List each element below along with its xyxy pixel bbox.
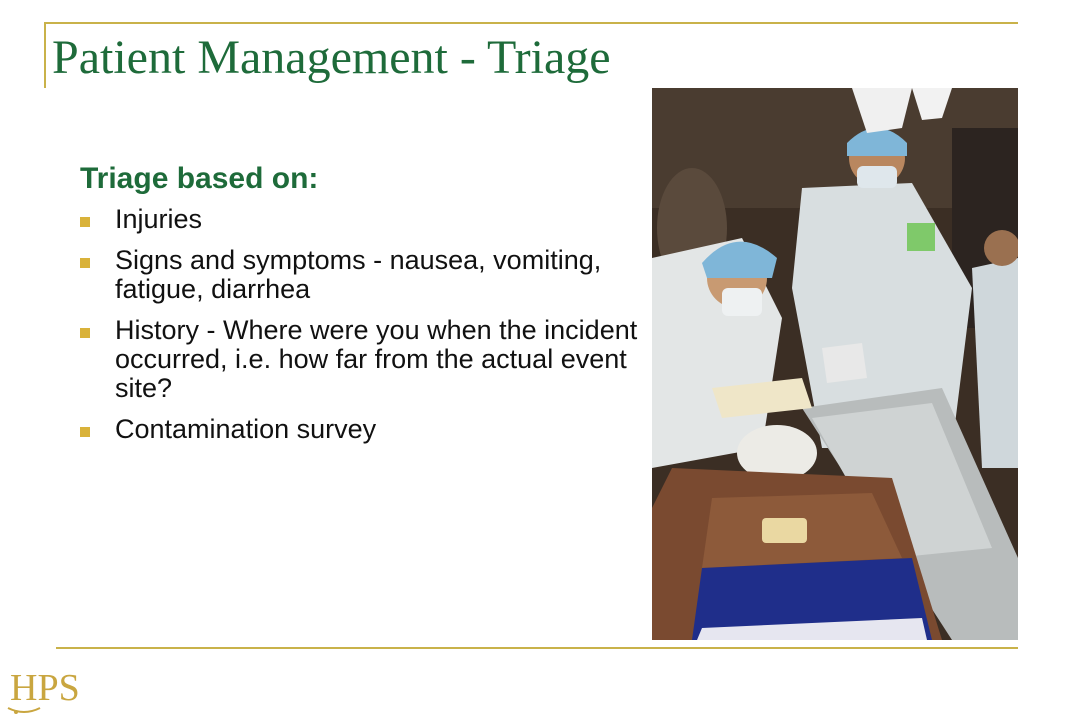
bullet-square-icon <box>80 328 90 338</box>
top-rule <box>44 22 1018 24</box>
left-rule <box>44 22 46 88</box>
bullet-square-icon <box>80 427 90 437</box>
subtitle: Triage based on: <box>80 162 319 195</box>
svg-text:HPS: HPS <box>10 667 80 709</box>
bullet-square-icon <box>80 217 90 227</box>
slide-title: Patient Management - Triage <box>52 31 611 84</box>
medical-scene-illustration <box>652 88 1018 640</box>
bullet-square-icon <box>80 258 90 268</box>
triage-photo <box>652 88 1018 640</box>
bullet-text: History - Where were you when the incident occurred, i.e. how far from the actual event site? <box>115 315 638 403</box>
bullet-text: Contamination survey <box>115 414 377 444</box>
bullet-list <box>80 205 640 456</box>
bullet-item <box>80 205 640 234</box>
bullet-text: Signs and symptoms - nausea, vomiting, fatigue, diarrhea <box>115 245 602 304</box>
bullet-item <box>80 415 640 444</box>
hps-logo <box>4 664 94 720</box>
bullet-item <box>80 316 640 403</box>
bottom-rule <box>56 647 1018 649</box>
bullet-text: Injuries <box>115 204 203 234</box>
hps-logo-icon <box>4 664 94 720</box>
bullet-item <box>80 246 640 304</box>
